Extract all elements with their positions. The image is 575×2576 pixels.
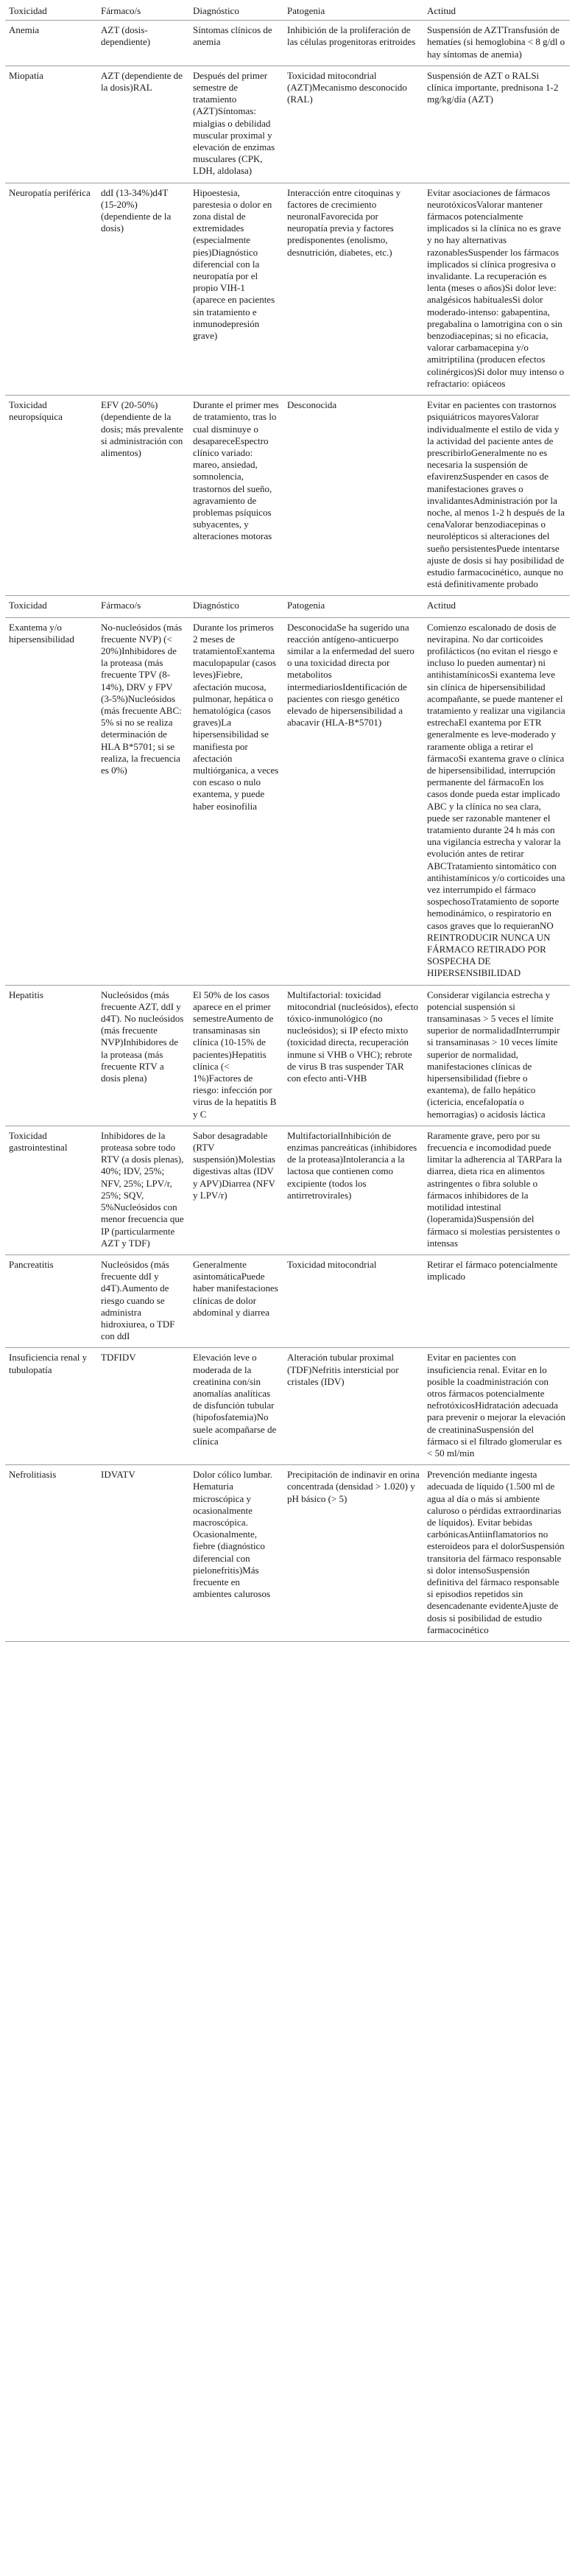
toxicity-cell: Nefrolitiasis [5, 1465, 97, 1642]
diagnosis-cell: Elevación leve o moderada de la creatinina con/sin anomalías analíticas de disfunción tubular (hipofosfatemia)No suele acompañarse de clínica [189, 1348, 283, 1465]
diagnosis-cell: Durante los primeros 2 meses de tratamientoExantema maculopapular (casos leves)Fiebre, afectación mucosa, pulmonar, hepática o hematológica (casos graves)La hipersensibilidad se manifiesta por afectación multiórganica, a veces con escaso o nulo exantema, y puede haber eosinofilia [189, 617, 283, 985]
table-header-row-repeat [5, 596, 570, 617]
management-cell: Actitud [423, 596, 570, 617]
pathogenesis-cell: Patogenia [283, 596, 423, 617]
diagnosis-cell: Dolor cólico lumbar. Hematuria microscópica y ocasionalmente macroscópica. Ocasionalmente, fiebre (diagnóstico diferencial con pielonefritis)Más frecuente en ambientes calurosos [189, 1465, 283, 1642]
management-cell: Raramente grave, pero por su frecuencia e incomodidad puede limitar la adherencia al TARPara la diarrea, dieta rica en alimentos astringentes o fibra soluble o fármacos inhibidores de la motilidad intestinal (loperamida)Suspensión del fármaco si molestias persistentes o intensas [423, 1126, 570, 1254]
diagnosis-cell: Sabor desagradable (RTV suspensión)Molestias digestivas altas (IDV y APV)Diarrea (NFV y LPV/r) [189, 1126, 283, 1254]
pathogenesis-cell: Desconocida [283, 396, 423, 596]
drugs-cell: Nucleósidos (más frecuente ddI y d4T).Aumento de riesgo cuando se administra hidroxiurea, o TDF con ddI [97, 1254, 189, 1347]
management-cell: Suspensión de AZT o RALSi clínica importante, prednisona 1-2 mg/kg/día (AZT) [423, 66, 570, 183]
table-row [5, 1348, 570, 1465]
table-header-row [5, 3, 570, 21]
drugs-cell: Nucleósidos (más frecuente AZT, ddI y d4T). No nucleósidos (más frecuente NVP)Inhibidores de la proteasa (más frecuente RTV a dosis plena) [97, 985, 189, 1126]
drugs-cell: IDVATV [97, 1465, 189, 1642]
toxicity-table [5, 3, 570, 1642]
drugs-cell: TDFIDV [97, 1348, 189, 1465]
management-cell: Evitar en pacientes con trastornos psiquiátricos mayoresValorar individualmente el estilo de vida y la actividad del paciente antes de prescribirloGeneralmente no es necesaria la suspensión de efavirenzSuspender en casos de manifestaciones graves o invalidantesAdministración por la noche, al menos 1-2 h después de la cenaValorar benzodiacepinas o neurolépticos si alteraciones del sueño persistentesPuede intentarse ajuste de dosis si hay posibilidad de estudio farmacocinético, aunque no está definitivamente probado [423, 396, 570, 596]
diagnosis-cell: Después del primer semestre de tratamiento (AZT)Síntomas: mialgias o debilidad muscular proximal y elevación de enzimas musculares (CPK, LDH, aldolasa) [189, 66, 283, 183]
management-cell: Evitar en pacientes con insuficiencia renal. Evitar en lo posible la coadministración con otros fármacos potencialmente nefrotóxicosHidratación adecuada para prevenir o mejorar la elevación de creatininaSuspensión del fármaco si el filtrado glomerular es < 50 ml/min [423, 1348, 570, 1465]
table-row [5, 617, 570, 985]
pathogenesis-cell: Precipitación de indinavir en orina concentrada (densidad > 1.020) y pH básico (> 5) [283, 1465, 423, 1642]
toxicity-cell: Hepatitis [5, 985, 97, 1126]
toxicity-cell: Toxicidad neuropsíquica [5, 396, 97, 596]
table-row [5, 1126, 570, 1254]
table-row [5, 1254, 570, 1347]
diagnosis-cell: Durante el primer mes de tratamiento, tras lo cual disminuye o desapareceEspectro clínico variado: mareo, ansiedad, somnolencia, trastornos del sueño, agravamiento de problemas psíquicos subyacentes, y alteraciones motoras [189, 396, 283, 596]
diagnosis-cell: Síntomas clínicos de anemia [189, 21, 283, 66]
drugs-cell: AZT (dosis-dependiente) [97, 21, 189, 66]
drugs-cell: AZT (dependiente de la dosis)RAL [97, 66, 189, 183]
header-diagnostico: Diagnóstico [189, 3, 283, 21]
pathogenesis-cell: Alteración tubular proximal (TDF)Nefritis intersticial por cristales (IDV) [283, 1348, 423, 1465]
drugs-cell: ddI (13-34%)d4T (15-20%) (dependiente de la dosis) [97, 183, 189, 395]
drugs-cell: Fármaco/s [97, 596, 189, 617]
drugs-cell: No-nucleósidos (más frecuente NVP) (< 20%)Inhibidores de la proteasa (más frecuente TPV (8-14%), DRV y FPV (3-5%)Nucleósidos (más frecuente ABC: 5% si no se realiza determinación de HLA B*5701; si se realiza, la frecuencia es 0%) [97, 617, 189, 985]
management-cell: Retirar el fármaco potencialmente implicado [423, 1254, 570, 1347]
toxicity-cell: Miopatía [5, 66, 97, 183]
diagnosis-cell: El 50% de los casos aparece en el primer semestreAumento de transaminasas sin clínica (10-15% de pacientes)Hepatitis clínica (< 1%)Factores de riesgo: infección por virus de la hepatitis B y C [189, 985, 283, 1126]
header-farmacos: Fármaco/s [97, 3, 189, 21]
header-actitud: Actitud [423, 3, 570, 21]
pathogenesis-cell: Toxicidad mitocondrial [283, 1254, 423, 1347]
table-body [5, 3, 570, 1642]
table-row [5, 396, 570, 596]
toxicity-cell: Neuropatía periférica [5, 183, 97, 395]
table-row [5, 21, 570, 66]
header-toxicidad: Toxicidad [5, 3, 97, 21]
table-row [5, 66, 570, 183]
toxicity-cell: Insuficiencia renal y tubulopatía [5, 1348, 97, 1465]
management-cell: Evitar asociaciones de fármacos neurotóxicosValorar mantener fármacos potencialmente implicados si la clínica no es grave y no hay alternativas razonablesSuspender los fármacos implicados si clínica progresiva o invalidante. La recuperación es lenta (meses o años)Si dolor leve: analgésicos habitualesSi dolor moderado-intenso: gabapentina, pregabalina o lamotrigina con o sin benzodiacepinas; si no eficacia, valorar carbamacepina y/o amitriptilina (producen efectos colinérgicos)Si dolor muy intenso o refractario: opiáceos [423, 183, 570, 395]
toxicity-cell: Toxicidad gastrointestinal [5, 1126, 97, 1254]
pathogenesis-cell: MultifactorialInhibición de enzimas pancreáticas (inhibidores de la proteasa)Intolerancia a la lactosa que contienen como excipiente (todos los antirretrovirales) [283, 1126, 423, 1254]
pathogenesis-cell: Inhibición de la proliferación de las células progenitoras eritroides [283, 21, 423, 66]
management-cell: Comienzo escalonado de dosis de nevirapina. No dar corticoides profilácticos (no evitan el riesgo e incluso lo pueden aumentar) ni antihistamínicosSi exantema leve sin clínica de hipersensibilidad acompañante, se puede mantener el tratamiento y realizar una vigilancia estrechaEl exantema por ETR generalmente es leve-moderado y raramente obliga a retirar el fármacoSi exantema grave o clínica de hipersensibilidad, interrupción permanente del fármacoEn los casos donde pueda estar implicado ABC y la clínica no sea clara, puede ser razonable mantener el tratamiento durante 24 h más con una vigilancia estrecha y valorar la evolución antes de retirar ABCTratamiento sintomático con antihistamínicos y/o corticoides una vez interrumpido el fármaco sospechosoTratamiento de soporte hemodinámico, o respiratorio en casos graves que lo requieranNO REINTRODUCIR NUNCA UN FÁRMACO RETIRADO POR SOSPECHA DE HIPERSENSIBILIDAD [423, 617, 570, 985]
management-cell: Considerar vigilancia estrecha y potencial suspensión si transaminasas > 5 veces el límite superior de normalidadInterrumpir si transaminasas > 10 veces límite superior de normalidad, manifestaciones clínicas de hipersensibilidad (fiebre o exantema), de fallo hepático (ictericia, encefalopatía o hemorragias) o acidosis láctica [423, 985, 570, 1126]
diagnosis-cell: Generalmente asintomáticaPuede haber manifestaciones clínicas de dolor abdominal y diarrea [189, 1254, 283, 1347]
drugs-cell: EFV (20-50%) (dependiente de la dosis; más prevalente si administración con alimentos) [97, 396, 189, 596]
toxicity-cell: Pancreatitis [5, 1254, 97, 1347]
pathogenesis-cell: Multifactorial: toxicidad mitocondrial (nucleósidos), efecto tóxico-inmunológico (no nucleósidos); si IP efecto mixto (toxicidad directa, recuperación inmune si VHB o VHC); rebrote de virus B tras suspender TAR con efecto anti-VHB [283, 985, 423, 1126]
management-cell: Suspensión de AZTTransfusión de hematíes (si hemoglobina < 8 g/dl o hay síntomas de anemia) [423, 21, 570, 66]
table-row [5, 1465, 570, 1642]
toxicity-cell: Anemia [5, 21, 97, 66]
drugs-cell: Inhibidores de la proteasa sobre todo RTV (a dosis plenas), 40%; IDV, 25%; NFV, 25%; LPV/r, 25%; SQV, 5%Nucleósidos con menor frecuencia que IP (particularmente AZT y TDF) [97, 1126, 189, 1254]
diagnosis-cell: Hipoestesia, parestesia o dolor en zona distal de extremidades (especialmente pies)Diagnóstico diferencial con la neuropatía por el propio VIH-1 (aparece en pacientes sin tratamiento e inmunodepresión grave) [189, 183, 283, 395]
pathogenesis-cell: Toxicidad mitocondrial (AZT)Mecanismo desconocido (RAL) [283, 66, 423, 183]
header-patogenia: Patogenia [283, 3, 423, 21]
management-cell: Prevención mediante ingesta adecuada de líquido (1.500 ml de agua al día o más si ambiente caluroso o pérdidas extraordinarias de líquidos). Evitar bebidas carbónicasAntiinflamatorios no esteroideos para el dolorSuspensión transitoria del fármaco responsable si dolor intensoSuspensión definitiva del fármaco responsable si episodios repetidos sin desencadenante evidenteAjuste de dosis si posibilidad de estudio farmacocinético [423, 1465, 570, 1642]
table-row [5, 985, 570, 1126]
pathogenesis-cell: Interacción entre citoquinas y factores de crecimiento neuronalFavorecida por neuropatía previa y factores predisponentes (enolismo, desnutrición, diabetes, etc.) [283, 183, 423, 395]
pathogenesis-cell: DesconocidaSe ha sugerido una reacción antígeno-anticuerpo similar a la enfermedad del suero o una toxicidad directa por metabolitos intermediariosIdentificación de pacientes con riesgo genético elevado de hipersensibilidad a abacavir (HLA-B*5701) [283, 617, 423, 985]
table-row [5, 183, 570, 395]
toxicity-cell: Exantema y/o hipersensibilidad [5, 617, 97, 985]
toxicity-cell: Toxicidad [5, 596, 97, 617]
diagnosis-cell: Diagnóstico [189, 596, 283, 617]
